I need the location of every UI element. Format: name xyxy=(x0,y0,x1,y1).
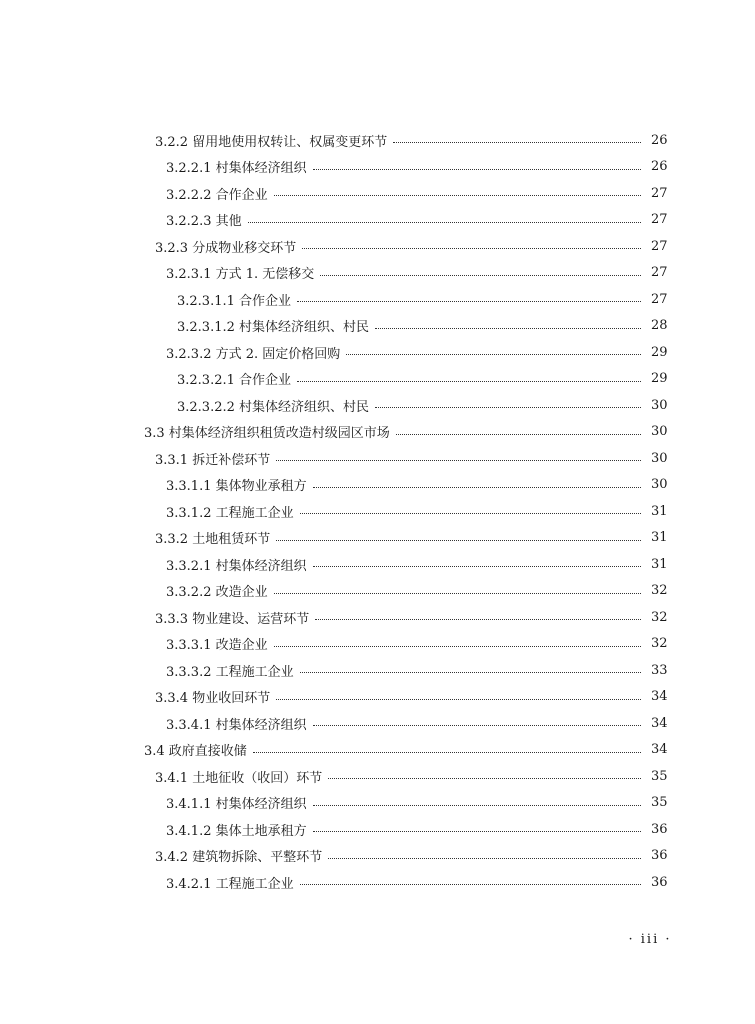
dot-leader xyxy=(274,645,641,647)
toc-entry-title: 3.2.2.1 村集体经济组织 xyxy=(166,157,311,176)
toc-entry-page: 36 xyxy=(651,848,668,864)
toc-entry-title: 3.3.3.2 工程施工企业 xyxy=(166,661,298,680)
dot-leader xyxy=(274,592,641,594)
toc-entry[interactable] xyxy=(0,366,755,393)
toc-entry-page: 36 xyxy=(651,821,668,837)
toc-entry-title: 3.3.1 拆迁补偿环节 xyxy=(155,449,274,468)
toc-entry[interactable] xyxy=(0,127,755,154)
toc-entry-page: 27 xyxy=(651,238,668,254)
toc-entry[interactable] xyxy=(0,578,755,605)
toc-entry[interactable] xyxy=(0,498,755,525)
dot-leader xyxy=(276,539,641,541)
toc-entry[interactable] xyxy=(0,339,755,366)
toc-entry-page: 32 xyxy=(651,636,668,652)
toc-entry-title: 3.4.2.1 工程施工企业 xyxy=(166,873,298,892)
toc-entry-page: 31 xyxy=(651,556,668,572)
dot-leader xyxy=(313,804,641,806)
toc-entry-title: 3.3 村集体经济组织租赁改造村级园区市场 xyxy=(144,422,394,441)
toc-entry-title: 3.2.3.1.2 村集体经济组织、村民 xyxy=(177,316,373,335)
toc-entry-page: 33 xyxy=(651,662,668,678)
toc-entry-page: 30 xyxy=(651,397,668,413)
toc-entry-title: 3.2.3.2.2 村集体经济组织、村民 xyxy=(177,396,373,415)
toc-entry[interactable] xyxy=(0,790,755,817)
toc-entry-page: 30 xyxy=(651,450,668,466)
toc-entry[interactable] xyxy=(0,419,755,446)
dot-leader xyxy=(328,777,641,779)
dot-leader xyxy=(276,459,641,461)
dot-leader xyxy=(313,486,641,488)
toc-entry[interactable] xyxy=(0,286,755,313)
dot-leader xyxy=(396,433,641,435)
dot-leader xyxy=(375,406,641,408)
dot-leader xyxy=(297,380,641,382)
toc-entry[interactable] xyxy=(0,180,755,207)
toc-entry[interactable] xyxy=(0,763,755,790)
dot-leader xyxy=(313,724,641,726)
toc-entry-title: 3.3.3.1 改造企业 xyxy=(166,634,272,653)
toc-entry[interactable] xyxy=(0,551,755,578)
dot-leader xyxy=(328,857,641,859)
toc-entry-page: 26 xyxy=(651,132,668,148)
toc-entry[interactable] xyxy=(0,525,755,552)
dot-leader xyxy=(302,247,641,249)
toc-entry[interactable] xyxy=(0,445,755,472)
toc-entry-title: 3.4.1.1 村集体经济组织 xyxy=(166,793,311,812)
toc-entry-page: 34 xyxy=(651,689,668,705)
toc-entry[interactable] xyxy=(0,657,755,684)
toc-entry[interactable] xyxy=(0,816,755,843)
toc-entry[interactable] xyxy=(0,604,755,631)
toc-entry[interactable] xyxy=(0,869,755,896)
dot-leader xyxy=(313,565,641,567)
dot-leader xyxy=(375,327,641,329)
toc-entry[interactable] xyxy=(0,710,755,737)
toc-entry[interactable] xyxy=(0,260,755,287)
toc-entry[interactable] xyxy=(0,737,755,764)
dot-leader xyxy=(320,274,641,276)
dot-leader xyxy=(253,751,641,753)
dot-leader xyxy=(315,618,641,620)
dot-leader xyxy=(300,883,641,885)
dot-leader xyxy=(274,194,641,196)
toc-entry[interactable] xyxy=(0,472,755,499)
dot-leader xyxy=(297,300,641,302)
toc-entry-page: 34 xyxy=(651,715,668,731)
dot-leader xyxy=(276,698,641,700)
toc-entry-page: 28 xyxy=(651,318,668,334)
toc-entry-page: 32 xyxy=(651,609,668,625)
toc-entry-title: 3.2.3.2.1 合作企业 xyxy=(177,369,295,388)
toc-entry-title: 3.3.1.2 工程施工企业 xyxy=(166,502,298,521)
toc-entry[interactable] xyxy=(0,233,755,260)
toc-entry[interactable] xyxy=(0,313,755,340)
toc-entry-page: 32 xyxy=(651,583,668,599)
toc-entry-title: 3.3.4 物业收回环节 xyxy=(155,687,274,706)
toc-entry-page: 27 xyxy=(651,185,668,201)
toc-entry-title: 3.3.2.1 村集体经济组织 xyxy=(166,555,311,574)
toc-entry[interactable] xyxy=(0,392,755,419)
toc-entry-title: 3.2.2.3 其他 xyxy=(166,210,246,229)
toc-entry-title: 3.3.2.2 改造企业 xyxy=(166,581,272,600)
dot-leader xyxy=(248,221,641,223)
toc-entry-page: 35 xyxy=(651,795,668,811)
toc-entry[interactable] xyxy=(0,631,755,658)
toc-entry-page: 36 xyxy=(651,874,668,890)
table-of-contents xyxy=(0,127,755,896)
dot-leader xyxy=(313,168,641,170)
dot-leader xyxy=(313,830,641,832)
toc-entry-page: 27 xyxy=(651,265,668,281)
toc-entry-page: 29 xyxy=(651,344,668,360)
toc-entry-title: 3.3.1.1 集体物业承租方 xyxy=(166,475,311,494)
toc-entry-title: 3.4.1 土地征收（收回）环节 xyxy=(155,767,326,786)
toc-entry-page: 30 xyxy=(651,477,668,493)
toc-entry-title: 3.4.2 建筑物拆除、平整环节 xyxy=(155,846,326,865)
toc-entry-title: 3.3.2 土地租赁环节 xyxy=(155,528,274,547)
toc-entry-page: 34 xyxy=(651,742,668,758)
toc-entry-title: 3.4.1.2 集体土地承租方 xyxy=(166,820,311,839)
toc-entry-page: 31 xyxy=(651,503,668,519)
toc-entry[interactable] xyxy=(0,207,755,234)
toc-entry-title: 3.3.4.1 村集体经济组织 xyxy=(166,714,311,733)
toc-entry-title: 3.2.3.2 方式 2. 固定价格回购 xyxy=(166,343,344,362)
dot-leader xyxy=(300,512,641,514)
toc-entry-page: 27 xyxy=(651,291,668,307)
toc-entry-title: 3.2.2.2 合作企业 xyxy=(166,184,272,203)
toc-entry-page: 26 xyxy=(651,159,668,175)
toc-entry[interactable] xyxy=(0,154,755,181)
dot-leader xyxy=(346,353,641,355)
toc-entry-title: 3.4 政府直接收储 xyxy=(144,740,251,759)
toc-entry-page: 30 xyxy=(651,424,668,440)
toc-entry[interactable] xyxy=(0,843,755,870)
toc-entry-title: 3.3.3 物业建设、运营环节 xyxy=(155,608,313,627)
toc-entry-page: 31 xyxy=(651,530,668,546)
toc-entry-page: 35 xyxy=(651,768,668,784)
toc-entry-title: 3.2.3.1 方式 1. 无偿移交 xyxy=(166,263,318,282)
toc-entry-page: 29 xyxy=(651,371,668,387)
toc-entry-title: 3.2.3 分成物业移交环节 xyxy=(155,237,300,256)
toc-entry-page: 27 xyxy=(651,212,668,228)
page-number: · iii · xyxy=(628,932,672,947)
toc-entry[interactable] xyxy=(0,684,755,711)
dot-leader xyxy=(393,141,641,143)
toc-entry-title: 3.2.2 留用地使用权转让、权属变更环节 xyxy=(155,131,391,150)
toc-entry-title: 3.2.3.1.1 合作企业 xyxy=(177,290,295,309)
dot-leader xyxy=(300,671,641,673)
